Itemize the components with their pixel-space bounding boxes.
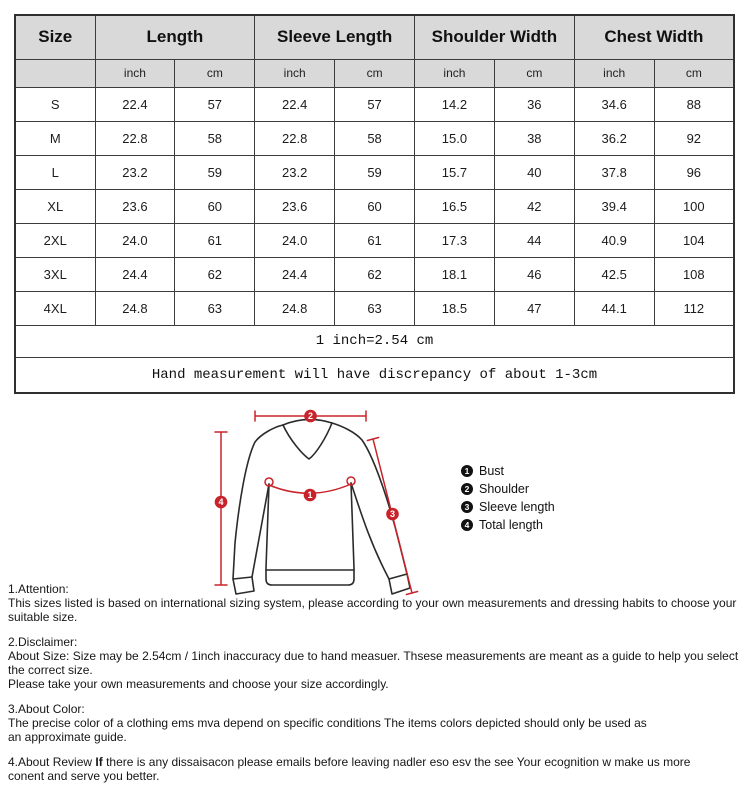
note-line: Please take your own measurements and choose your size accordingly.	[8, 677, 389, 691]
size-cell: 4XL	[15, 291, 95, 325]
sweater-v-neck	[283, 423, 332, 459]
value-cell: 24.0	[255, 223, 335, 257]
value-cell: 24.4	[95, 257, 175, 291]
table-row	[15, 189, 734, 223]
note-heading: 1.Attention:	[8, 582, 69, 596]
size-chart-table	[14, 14, 735, 394]
value-cell: 24.8	[95, 291, 175, 325]
note-line: an approximate guide.	[8, 730, 127, 744]
sweater-measurement-diagram	[180, 398, 460, 603]
legend-bullet-icon: 2	[461, 483, 473, 495]
legend-bullet-icon: 1	[461, 465, 473, 477]
size-cell: S	[15, 87, 95, 121]
sweater-right-shoulder-sleeve	[332, 423, 407, 574]
value-cell: 42	[494, 189, 574, 223]
legend-label: Shoulder	[479, 482, 530, 496]
unit-header: cm	[654, 59, 734, 87]
size-cell: 2XL	[15, 223, 95, 257]
svg-text:2: 2	[307, 411, 314, 422]
legend-item	[461, 462, 555, 480]
table-header-row	[15, 15, 734, 59]
value-cell: 24.8	[255, 291, 335, 325]
unit-header: inch	[574, 59, 654, 87]
note-line: conent and serve you better.	[8, 769, 160, 783]
size-cell: L	[15, 155, 95, 189]
value-cell: 22.8	[95, 121, 175, 155]
legend-bullet-icon: 4	[461, 519, 473, 531]
value-cell: 112	[654, 291, 734, 325]
value-cell: 39.4	[574, 189, 654, 223]
conversion-note: 1 inch=2.54 cm	[15, 325, 734, 357]
value-cell: 57	[175, 87, 255, 121]
value-cell: 88	[654, 87, 734, 121]
value-cell: 47	[494, 291, 574, 325]
size-cell: M	[15, 121, 95, 155]
value-cell: 14.2	[415, 87, 495, 121]
value-cell: 40.9	[574, 223, 654, 257]
value-cell: 16.5	[415, 189, 495, 223]
legend-item	[461, 498, 555, 516]
legend-item	[461, 480, 555, 498]
total-length-marker	[215, 496, 228, 509]
value-cell: 23.2	[95, 155, 175, 189]
value-cell: 22.4	[95, 87, 175, 121]
total-length-measure-line	[215, 432, 227, 585]
value-cell: 44	[494, 223, 574, 257]
value-cell: 23.2	[255, 155, 335, 189]
table-row	[15, 155, 734, 189]
value-cell: 40	[494, 155, 574, 189]
value-cell: 96	[654, 155, 734, 189]
value-cell: 59	[175, 155, 255, 189]
unit-header-row	[15, 59, 734, 87]
value-cell: 61	[175, 223, 255, 257]
measurement-note: Hand measurement will have discrepancy of about 1-3cm	[15, 357, 734, 393]
legend-label: Sleeve length	[479, 500, 555, 514]
note-about-color	[8, 702, 748, 744]
value-cell: 59	[335, 155, 415, 189]
value-cell: 62	[335, 257, 415, 291]
note-heading: 3.About Color:	[8, 702, 85, 716]
note-bold-word: If	[95, 755, 103, 769]
value-cell: 34.6	[574, 87, 654, 121]
value-cell: 104	[654, 223, 734, 257]
size-cell: 3XL	[15, 257, 95, 291]
sweater-left-shoulder-sleeve	[233, 425, 283, 579]
value-cell: 23.6	[255, 189, 335, 223]
legend-bullet-icon: 3	[461, 501, 473, 513]
legend-label: Total length	[479, 518, 543, 532]
svg-text:4: 4	[218, 497, 224, 508]
notes-section	[8, 582, 748, 794]
diagram-legend	[461, 462, 555, 534]
svg-text:3: 3	[389, 509, 396, 520]
unit-header: inch	[255, 59, 335, 87]
value-cell: 58	[335, 121, 415, 155]
column-header-sleeve-length: Sleeve Length	[255, 15, 415, 59]
value-cell: 36	[494, 87, 574, 121]
bust-marker	[304, 489, 317, 502]
shoulder-marker	[304, 410, 317, 423]
note-line: The precise color of a clothing ems mva depend on specific conditions The items colors depicted should only be used as	[8, 716, 647, 730]
conversion-note-row	[15, 325, 734, 357]
value-cell: 37.8	[574, 155, 654, 189]
value-cell: 62	[175, 257, 255, 291]
value-cell: 24.0	[95, 223, 175, 257]
sleeve-length-marker	[386, 508, 399, 521]
column-header-shoulder-width: Shoulder Width	[415, 15, 575, 59]
size-cell: XL	[15, 189, 95, 223]
unit-header: cm	[494, 59, 574, 87]
value-cell: 61	[335, 223, 415, 257]
value-cell: 92	[654, 121, 734, 155]
column-header-size: Size	[15, 15, 95, 59]
value-cell: 100	[654, 189, 734, 223]
note-about-review	[8, 755, 748, 783]
value-cell: 58	[175, 121, 255, 155]
value-cell: 60	[175, 189, 255, 223]
value-cell: 18.5	[415, 291, 495, 325]
unit-header: inch	[415, 59, 495, 87]
svg-text:1: 1	[307, 490, 313, 501]
value-cell: 38	[494, 121, 574, 155]
value-cell: 23.6	[95, 189, 175, 223]
unit-header: cm	[335, 59, 415, 87]
note-heading: 4.About Review	[8, 755, 93, 769]
unit-header: cm	[175, 59, 255, 87]
value-cell: 57	[335, 87, 415, 121]
value-cell: 44.1	[574, 291, 654, 325]
value-cell: 46	[494, 257, 574, 291]
table-row	[15, 223, 734, 257]
value-cell: 36.2	[574, 121, 654, 155]
value-cell: 15.7	[415, 155, 495, 189]
value-cell: 18.1	[415, 257, 495, 291]
note-attention	[8, 582, 748, 624]
note-line-rest: there is any dissaisacon please emails before leaving nadler eso esv the see Your ecognition w make us more	[106, 755, 691, 769]
note-disclaimer	[8, 635, 748, 691]
value-cell: 63	[335, 291, 415, 325]
note-heading: 2.Disclaimer:	[8, 635, 78, 649]
note-line: About Size: Size may be 2.54cm / 1inch inaccuracy due to hand measuer. Thsese measurements are meant as a guide to help you select the correct size.	[8, 649, 739, 677]
table-row	[15, 87, 734, 121]
column-header-length: Length	[95, 15, 255, 59]
column-header-chest-width: Chest Width	[574, 15, 734, 59]
unit-header: inch	[95, 59, 175, 87]
value-cell: 22.8	[255, 121, 335, 155]
sweater-right-inner-sleeve	[351, 483, 389, 579]
legend-label: Bust	[479, 464, 505, 478]
value-cell: 15.0	[415, 121, 495, 155]
value-cell: 22.4	[255, 87, 335, 121]
value-cell: 42.5	[574, 257, 654, 291]
legend-item	[461, 516, 555, 534]
value-cell: 60	[335, 189, 415, 223]
value-cell: 24.4	[255, 257, 335, 291]
value-cell: 17.3	[415, 223, 495, 257]
note-line	[8, 755, 748, 769]
note-line: This sizes listed is based on international sizing system, please according to your own measurements and dressing habits to choose your suitable size.	[8, 596, 737, 624]
empty-cell	[15, 59, 95, 87]
table-row	[15, 291, 734, 325]
value-cell: 63	[175, 291, 255, 325]
table-row	[15, 257, 734, 291]
measurement-note-row	[15, 357, 734, 393]
value-cell: 108	[654, 257, 734, 291]
table-row	[15, 121, 734, 155]
